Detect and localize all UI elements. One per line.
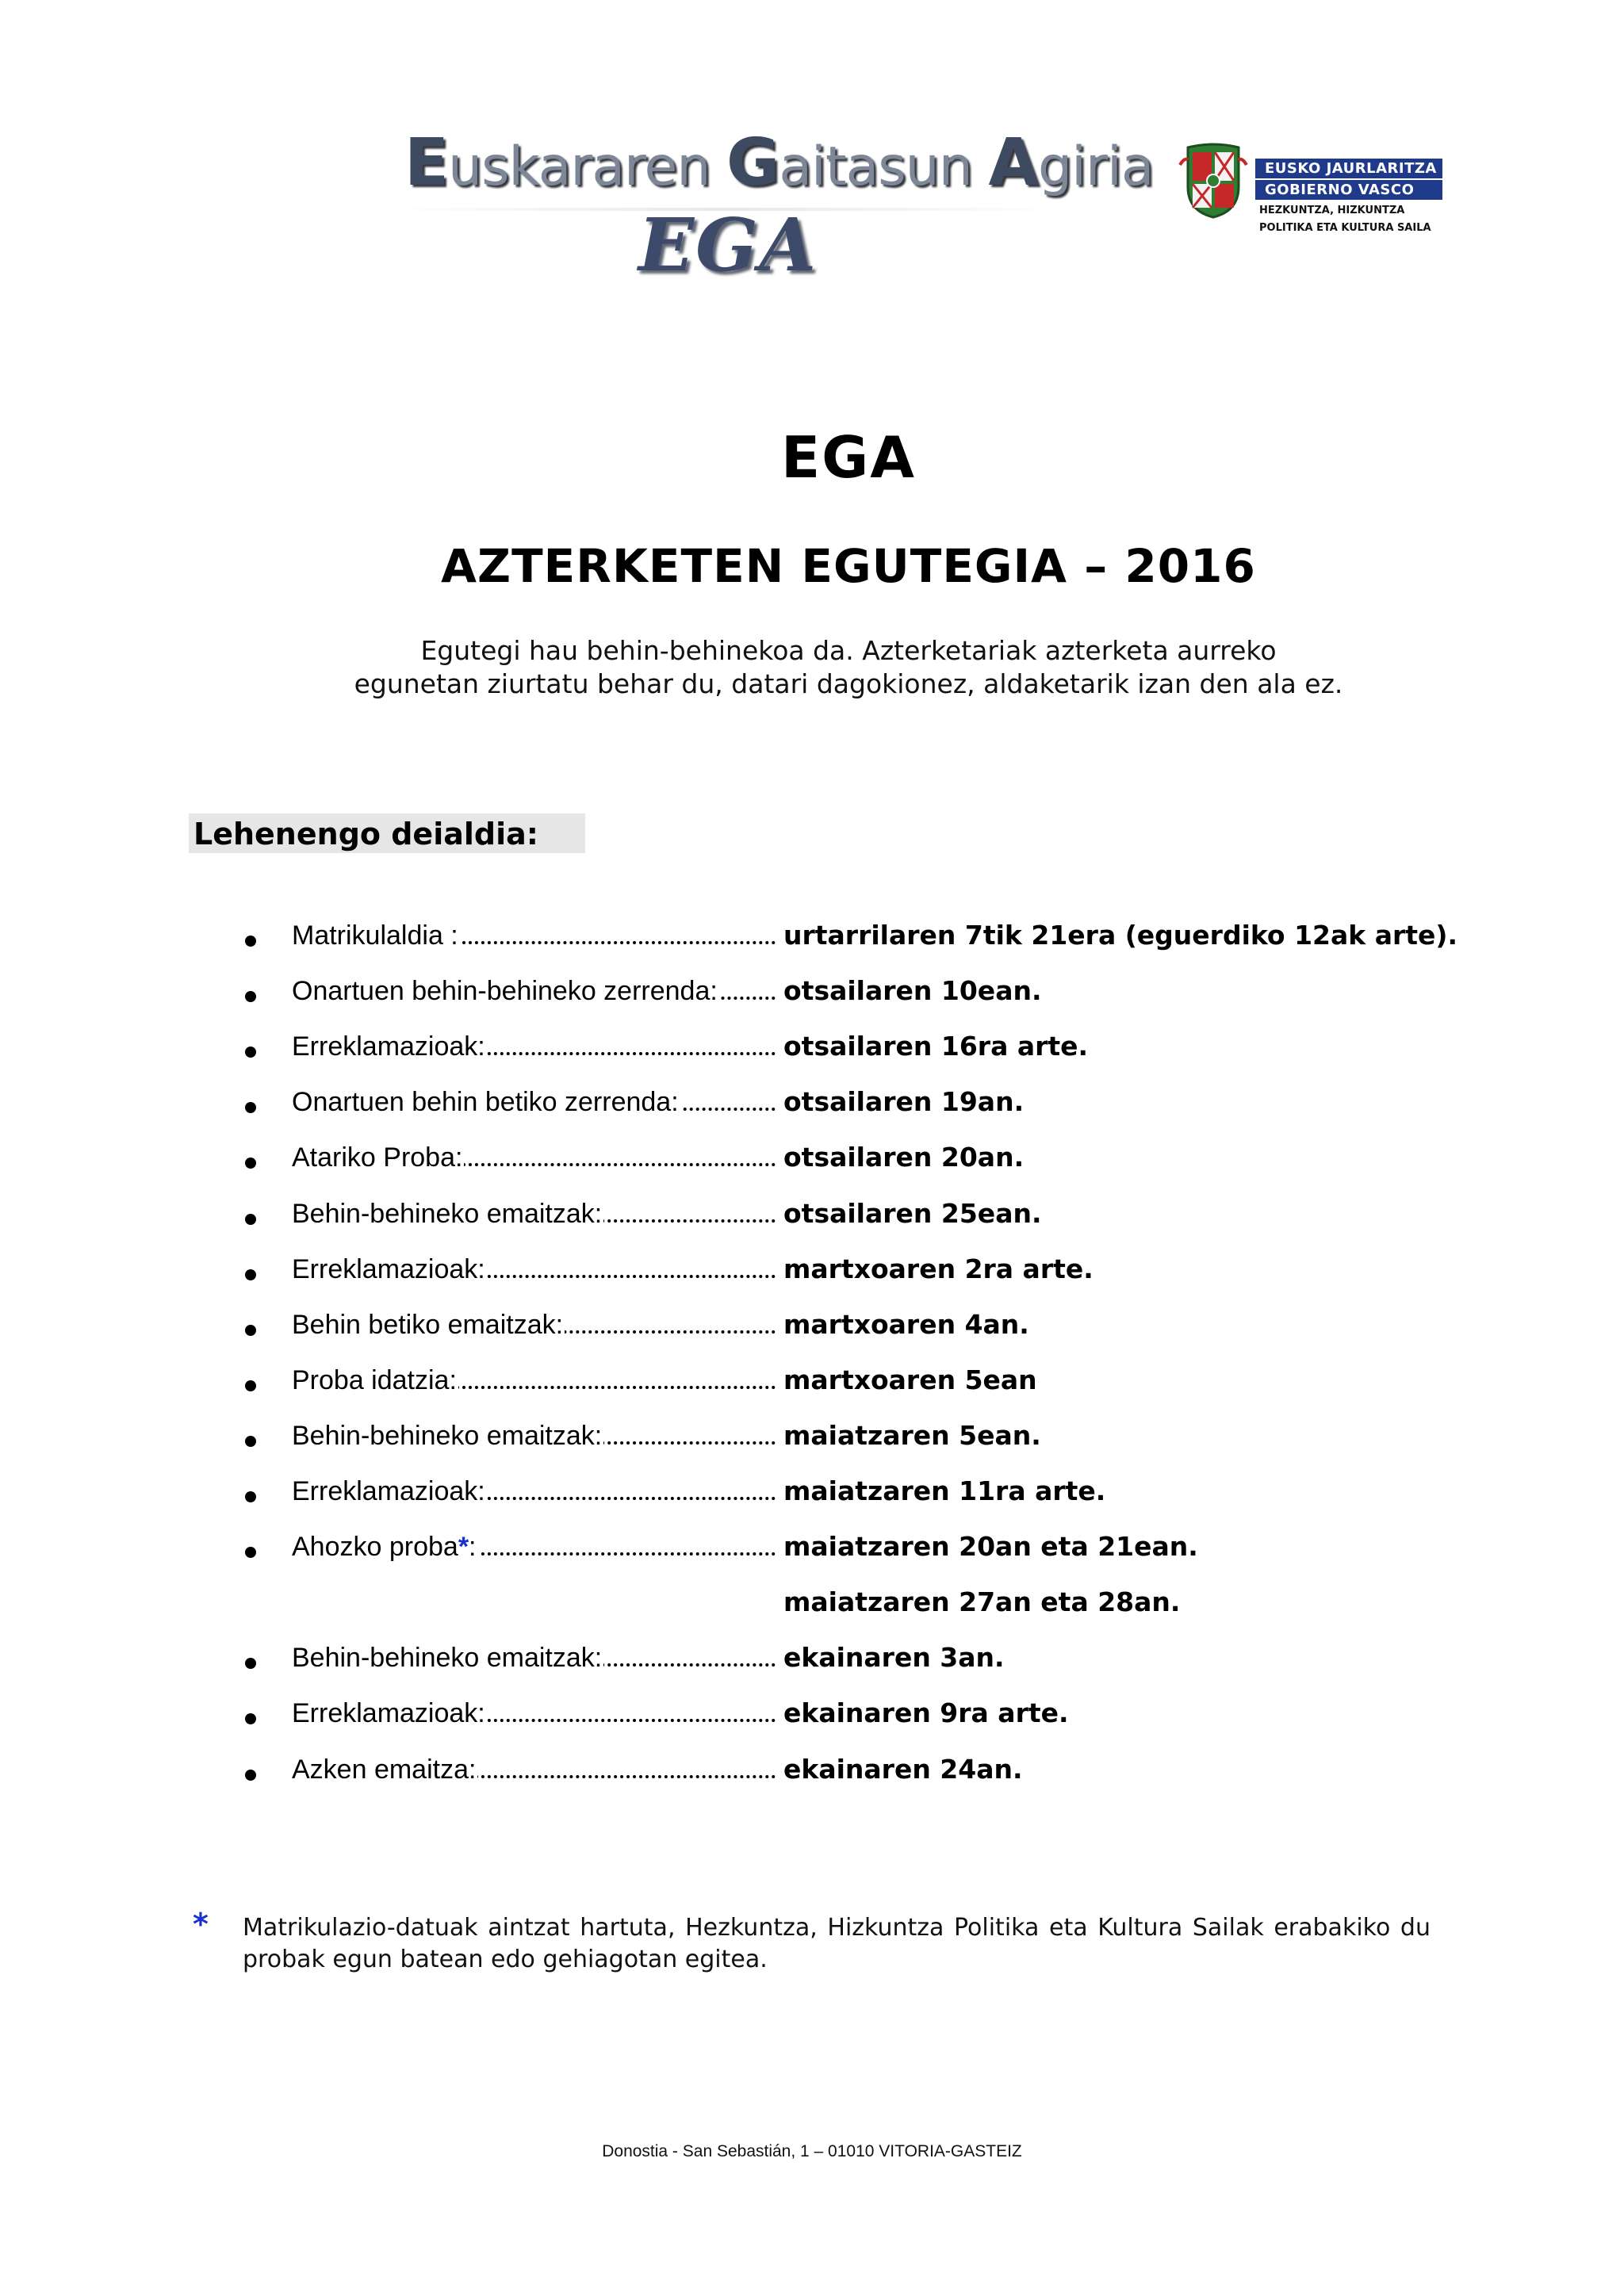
- bullet-icon: [245, 1380, 256, 1391]
- schedule-row: [0, 1474, 1624, 1521]
- schedule-label: [292, 1252, 776, 1287]
- schedule-label-text: [292, 1755, 477, 1785]
- label-text: Proba idatzia:: [292, 1364, 457, 1395]
- schedule-label-text: [292, 920, 460, 951]
- schedule-date: ekainaren 9ra arte.: [783, 1697, 1069, 1729]
- schedule-date: ekainaren 3an.: [783, 1642, 1005, 1674]
- schedule-label: [292, 1474, 776, 1509]
- schedule-label: [292, 1752, 776, 1787]
- schedule-label-text: [292, 976, 719, 1006]
- gov-name-spanish: GOBIERNO VASCO: [1255, 180, 1442, 200]
- bullet-icon: [245, 1269, 256, 1280]
- schedule-row: [0, 1418, 1624, 1466]
- label-text: Azken emaitza:: [292, 1754, 477, 1785]
- schedule-date: maiatzaren 20an eta 21ean.: [783, 1531, 1198, 1563]
- bullet-icon: [245, 1658, 256, 1669]
- bullet-icon: [245, 936, 256, 947]
- label-text: Onartuen behin betiko zerrenda:: [292, 1087, 679, 1118]
- page-subtitle: AZTERKETEN EGUTEGIA – 2016: [441, 539, 1256, 593]
- label-text: Behin betiko emaitzak:: [292, 1309, 564, 1340]
- gov-name-basque: EUSKO JAURLARITZA: [1255, 159, 1442, 178]
- schedule-label-text: [292, 1532, 478, 1562]
- label-text: Onartuen behin-behineko zerrenda:: [292, 976, 718, 1007]
- schedule-row: [0, 1363, 1624, 1410]
- gov-department-line1: HEZKUNTZA, HIZKUNTZA: [1259, 205, 1405, 216]
- bullet-icon: [245, 1158, 256, 1169]
- bullet-icon: [245, 1047, 256, 1058]
- schedule-label: [292, 1418, 776, 1453]
- footer-address: Donostia - San Sebastián, 1 – 01010 VITORIA-GASTEIZ: [602, 2142, 1022, 2160]
- schedule-label: [292, 1696, 776, 1731]
- bullet-icon: [245, 1770, 256, 1781]
- schedule-label-text: [292, 1031, 487, 1062]
- schedule-label: [292, 1029, 776, 1064]
- schedule-label: [292, 1307, 776, 1342]
- schedule-date: maiatzaren 27an eta 28an.: [783, 1586, 1181, 1618]
- schedule-row: [0, 918, 1624, 966]
- schedule-label: [292, 1140, 776, 1175]
- schedule-row: [0, 1529, 1624, 1577]
- bullet-icon: [245, 1547, 256, 1558]
- label-text: Behin-behineko emaitzak:: [292, 1420, 603, 1451]
- bullet-icon: [245, 1713, 256, 1724]
- footnote-text: Matrikulazio-datuak aintzat hartuta, Hezkuntza, Hizkuntza Politika eta Kultura Sailak erabakiko du probak egun batean edo gehiagotan egitea.: [243, 1914, 1431, 1973]
- government-logo: [1174, 141, 1443, 244]
- bullet-icon: [245, 1325, 256, 1336]
- label-text: Ahozko proba: [292, 1532, 458, 1563]
- schedule-label: [292, 918, 776, 953]
- ega-logo: [389, 119, 1154, 288]
- bullet-icon: [245, 991, 256, 1002]
- schedule-row: [0, 1696, 1624, 1743]
- label-text: Behin-behineko emaitzak:: [292, 1643, 603, 1674]
- schedule-label-text: [292, 1698, 487, 1728]
- schedule-date: martxoaren 4an.: [783, 1308, 1029, 1340]
- schedule-date: martxoaren 2ra arte.: [783, 1253, 1094, 1284]
- ega-logo-acronym: EGA: [638, 202, 818, 288]
- schedule-date: maiatzaren 5ean.: [783, 1419, 1041, 1451]
- logo-word-rest-1: uskararen: [448, 136, 727, 198]
- schedule-label: [292, 1196, 776, 1231]
- schedule-label: [292, 1529, 776, 1564]
- schedule-date: otsailaren 10ean.: [783, 975, 1042, 1007]
- bullet-icon: [245, 1436, 256, 1447]
- schedule-date: maiatzaren 11ra arte.: [783, 1475, 1106, 1506]
- schedule-label-text: [292, 1199, 603, 1229]
- logo-letter-g: G: [726, 125, 779, 201]
- footnote-marker: *: [193, 1907, 209, 1942]
- label-text: Erreklamazioak:: [292, 1698, 485, 1729]
- schedule-label-text: [292, 1142, 464, 1173]
- schedule-date: otsailaren 20an.: [783, 1142, 1025, 1173]
- label-text: Matrikulaldia :: [292, 920, 458, 951]
- logo-word-rest-2: aitasun: [779, 136, 989, 198]
- asterisk-marker: *: [458, 1532, 469, 1563]
- schedule-label-text: [292, 1254, 487, 1284]
- schedule-date: otsailaren 16ra arte.: [783, 1031, 1089, 1062]
- schedule-date: urtarrilaren 7tik 21era (eguerdiko 12ak arte).: [783, 920, 1458, 951]
- schedule-label: [292, 974, 776, 1008]
- logo-letter-e: E: [404, 125, 449, 201]
- schedule-row: [0, 1029, 1624, 1077]
- schedule-row: [0, 974, 1624, 1021]
- schedule-row: [0, 1196, 1624, 1244]
- schedule-label-text: [292, 1310, 565, 1340]
- schedule-label-text: [292, 1365, 458, 1395]
- intro-line-2: egunetan ziurtatu behar du, datari dagokionez, aldaketarik izan den ala ez.: [354, 668, 1343, 699]
- logo-letter-a: A: [988, 125, 1038, 201]
- label-text: Atariko Proba:: [292, 1142, 463, 1173]
- schedule-label: [292, 1085, 776, 1119]
- schedule-row: [0, 1752, 1624, 1800]
- schedule-date: otsailaren 19an.: [783, 1086, 1025, 1118]
- schedule-row: [0, 1640, 1624, 1688]
- coat-of-arms-icon: [1174, 141, 1253, 220]
- label-text: Behin-behineko emaitzak:: [292, 1198, 603, 1229]
- schedule-date: otsailaren 25ean.: [783, 1197, 1042, 1229]
- bullet-icon: [245, 1491, 256, 1502]
- ega-logo-wordmark: [404, 125, 1154, 201]
- schedule-date: ekainaren 24an.: [783, 1753, 1023, 1785]
- schedule-label-text: [292, 1421, 603, 1451]
- schedule-row: [0, 1307, 1624, 1355]
- schedule-date: martxoaren 5ean: [783, 1364, 1037, 1395]
- schedule-row: [0, 1252, 1624, 1299]
- schedule-label-text: [292, 1643, 603, 1673]
- label-text: Erreklamazioak:: [292, 1476, 485, 1506]
- bullet-icon: [245, 1102, 256, 1113]
- page-title: EGA: [780, 424, 916, 491]
- label-suffix: :: [469, 1532, 477, 1563]
- schedule-row: [0, 1140, 1624, 1188]
- intro-paragraph: [238, 634, 1459, 701]
- label-text: Erreklamazioak:: [292, 1031, 485, 1062]
- gov-department-line2: POLITIKA ETA KULTURA SAILA: [1259, 222, 1431, 234]
- schedule-row: [0, 1585, 1624, 1632]
- schedule-label-text: [292, 1087, 680, 1117]
- label-text: Erreklamazioak:: [292, 1253, 485, 1284]
- bullet-icon: [245, 1214, 256, 1225]
- schedule-row: [0, 1085, 1624, 1132]
- intro-line-1: Egutegi hau behin-behinekoa da. Azterketariak azterketa aurreko: [420, 635, 1277, 666]
- schedule-label: [292, 1640, 776, 1675]
- logo-word-rest-3: giria: [1037, 136, 1154, 198]
- section-heading: Lehenengo deialdia:: [189, 813, 585, 853]
- schedule-label: [292, 1363, 776, 1398]
- schedule-label-text: [292, 1476, 487, 1506]
